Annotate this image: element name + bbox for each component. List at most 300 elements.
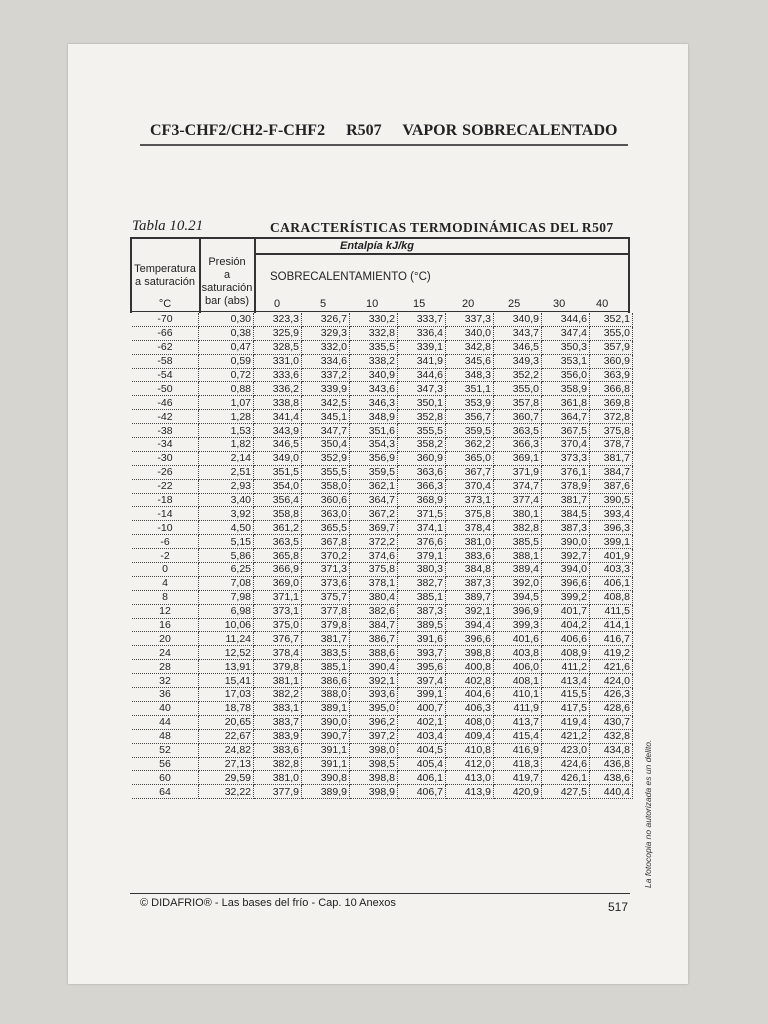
sobrecalentamiento-label: SOBRECALENTAMIENTO (°C) (270, 271, 431, 283)
table-row (132, 701, 633, 715)
enthalpy-cell: 333,6 (254, 368, 302, 382)
enthalpy-cell: 337,2 (302, 368, 350, 382)
enthalpy-cell: 385,5 (494, 535, 542, 549)
enthalpy-cell: 370,4 (542, 438, 590, 452)
enthalpy-cell: 393,4 (590, 507, 633, 521)
enthalpy-cell: 391,1 (302, 757, 350, 771)
enthalpy-cell: 366,9 (254, 563, 302, 577)
enthalpy-cell: 356,9 (350, 451, 398, 465)
table-row (132, 576, 633, 590)
enthalpy-cell: 350,4 (302, 438, 350, 452)
enthalpy-cell: 365,0 (446, 451, 494, 465)
enthalpy-cell: 340,9 (350, 368, 398, 382)
enthalpy-cell: 406,0 (494, 660, 542, 674)
enthalpy-cell: 381,7 (542, 493, 590, 507)
header-formula: CF3-CHF2/CH2-F-CHF2 (150, 122, 326, 139)
enthalpy-cell: 366,3 (398, 479, 446, 493)
enthalpy-cell: 406,7 (398, 785, 446, 799)
enthalpy-cell: 396,9 (494, 604, 542, 618)
enthalpy-cell: 369,7 (350, 521, 398, 535)
temp-cell: 52 (132, 743, 199, 757)
enthalpy-cell: 388,6 (350, 646, 398, 660)
col-pres-header (200, 256, 254, 308)
temp-cell: -46 (132, 396, 199, 410)
enthalpy-cell: 375,0 (254, 618, 302, 632)
enthalpy-cell: 395,6 (398, 660, 446, 674)
enthalpy-cell: 396,3 (590, 521, 633, 535)
enthalpy-cell: 390,0 (542, 535, 590, 549)
enthalpy-cell: 366,3 (494, 438, 542, 452)
enthalpy-cell: 375,8 (446, 507, 494, 521)
superheat-tick: 5 (320, 298, 327, 310)
enthalpy-cell: 381,0 (446, 535, 494, 549)
table-row (132, 451, 633, 465)
enthalpy-cell: 424,0 (590, 674, 633, 688)
enthalpy-cell: 406,1 (398, 771, 446, 785)
temp-cell: 40 (132, 701, 199, 715)
pressure-cell: 1,07 (199, 396, 254, 410)
enthalpy-cell: 329,3 (302, 326, 350, 340)
enthalpy-cell: 392,0 (494, 576, 542, 590)
enthalpy-cell: 344,6 (542, 313, 590, 326)
enthalpy-cell: 395,0 (350, 701, 398, 715)
entalpia-rule (254, 253, 629, 255)
enthalpy-cell: 411,2 (542, 660, 590, 674)
enthalpy-cell: 346,5 (254, 438, 302, 452)
temp-cell: -58 (132, 354, 199, 368)
pressure-cell: 3,40 (199, 493, 254, 507)
col-temp-unit: °C (158, 298, 172, 310)
enthalpy-cell: 388,1 (494, 549, 542, 563)
enthalpy-cell: 418,3 (494, 757, 542, 771)
pressure-cell: 32,22 (199, 785, 254, 799)
enthalpy-cell: 382,7 (398, 576, 446, 590)
enthalpy-cell: 370,4 (446, 479, 494, 493)
table-row (132, 382, 633, 396)
enthalpy-cell: 374,6 (350, 549, 398, 563)
enthalpy-cell: 417,5 (542, 701, 590, 715)
enthalpy-cell: 387,3 (398, 604, 446, 618)
enthalpy-cell: 360,7 (494, 410, 542, 424)
enthalpy-cell: 383,5 (302, 646, 350, 660)
enthalpy-cell: 335,5 (350, 340, 398, 354)
pressure-cell: 5,15 (199, 535, 254, 549)
temp-cell: 24 (132, 646, 199, 660)
temp-cell: -38 (132, 424, 199, 438)
enthalpy-cell: 347,3 (398, 382, 446, 396)
table-row (132, 549, 633, 563)
enthalpy-cell: 380,1 (494, 507, 542, 521)
col-pres-line3: saturación (201, 282, 253, 294)
superheat-tick: 40 (596, 298, 609, 310)
enthalpy-cell: 436,8 (590, 757, 633, 771)
pressure-cell: 24,82 (199, 743, 254, 757)
enthalpy-cell: 382,8 (254, 757, 302, 771)
pressure-cell: 6,25 (199, 563, 254, 577)
temp-cell: -70 (132, 313, 199, 326)
table-row (132, 396, 633, 410)
pressure-cell: 2,93 (199, 479, 254, 493)
table-row (132, 521, 633, 535)
enthalpy-cell: 385,1 (302, 660, 350, 674)
footer-rule (130, 893, 630, 894)
enthalpy-cell: 378,4 (254, 646, 302, 660)
enthalpy-cell: 400,8 (446, 660, 494, 674)
enthalpy-cell: 393,6 (350, 688, 398, 702)
table-row (132, 743, 633, 757)
enthalpy-cell: 416,7 (590, 632, 633, 646)
pressure-cell: 13,91 (199, 660, 254, 674)
enthalpy-cell: 396,6 (542, 576, 590, 590)
temp-cell: -6 (132, 535, 199, 549)
enthalpy-cell: 352,1 (590, 313, 633, 326)
enthalpy-cell: 358,8 (254, 507, 302, 521)
col-temp-line2: a saturación (135, 276, 195, 288)
enthalpy-cell: 333,7 (398, 313, 446, 326)
pressure-cell: 18,78 (199, 701, 254, 715)
temp-cell: -54 (132, 368, 199, 382)
enthalpy-cell: 409,4 (446, 729, 494, 743)
enthalpy-cell: 402,8 (446, 674, 494, 688)
enthalpy-cell: 365,8 (254, 549, 302, 563)
enthalpy-cell: 385,1 (398, 590, 446, 604)
enthalpy-cell: 373,3 (542, 451, 590, 465)
header-rule (140, 144, 628, 146)
table-row (132, 438, 633, 452)
enthalpy-cell: 375,7 (302, 590, 350, 604)
enthalpy-cell: 382,2 (254, 688, 302, 702)
enthalpy-cell: 357,8 (494, 396, 542, 410)
enthalpy-cell: 375,8 (590, 424, 633, 438)
enthalpy-cell: 338,8 (254, 396, 302, 410)
temp-cell: 48 (132, 729, 199, 743)
temp-cell: -18 (132, 493, 199, 507)
table-row (132, 771, 633, 785)
enthalpy-cell: 408,9 (542, 646, 590, 660)
temp-cell: 64 (132, 785, 199, 799)
enthalpy-cell: 363,0 (302, 507, 350, 521)
enthalpy-cell: 346,3 (350, 396, 398, 410)
pressure-cell: 2,51 (199, 465, 254, 479)
temp-cell: 0 (132, 563, 199, 577)
enthalpy-cell: 332,8 (350, 326, 398, 340)
enthalpy-cell: 390,5 (590, 493, 633, 507)
enthalpy-cell: 334,6 (302, 354, 350, 368)
enthalpy-cell: 411,5 (590, 604, 633, 618)
enthalpy-cell: 398,9 (350, 785, 398, 799)
pressure-cell: 2,14 (199, 451, 254, 465)
enthalpy-cell: 355,5 (398, 424, 446, 438)
pressure-cell: 20,65 (199, 715, 254, 729)
enthalpy-cell: 351,6 (350, 424, 398, 438)
enthalpy-cell: 390,0 (302, 715, 350, 729)
enthalpy-cell: 406,1 (590, 576, 633, 590)
enthalpy-cell: 394,4 (446, 618, 494, 632)
enthalpy-cell: 377,4 (494, 493, 542, 507)
enthalpy-cell: 388,0 (302, 688, 350, 702)
enthalpy-cell: 387,3 (542, 521, 590, 535)
table-row (132, 354, 633, 368)
enthalpy-cell: 344,6 (398, 368, 446, 382)
enthalpy-cell: 387,6 (590, 479, 633, 493)
table-row (132, 604, 633, 618)
table-row (132, 313, 633, 326)
enthalpy-cell: 401,6 (494, 632, 542, 646)
enthalpy-cell: 323,3 (254, 313, 302, 326)
pressure-cell: 10,06 (199, 618, 254, 632)
enthalpy-cell: 381,0 (254, 771, 302, 785)
table-row (132, 493, 633, 507)
enthalpy-cell: 360,9 (590, 354, 633, 368)
enthalpy-cell: 363,9 (590, 368, 633, 382)
pressure-cell: 22,67 (199, 729, 254, 743)
enthalpy-cell: 390,4 (350, 660, 398, 674)
table-title: CARACTERÍSTICAS TERMODINÁMICAS DEL R507 (270, 220, 614, 235)
enthalpy-cell: 378,4 (446, 521, 494, 535)
page-header-title (150, 122, 630, 140)
enthalpy-cell: 343,6 (350, 382, 398, 396)
enthalpy-cell: 364,7 (542, 410, 590, 424)
temp-cell: 8 (132, 590, 199, 604)
col-temp-line1: Temperatura (134, 263, 196, 275)
footer-source: © DIDAFRIO® - Las bases del frío - Cap. 10 Anexos (140, 897, 396, 909)
enthalpy-cell: 408,8 (590, 590, 633, 604)
enthalpy-cell: 391,1 (302, 743, 350, 757)
pressure-cell: 6,98 (199, 604, 254, 618)
enthalpy-cell: 386,7 (350, 632, 398, 646)
enthalpy-cell: 347,4 (542, 326, 590, 340)
enthalpy-cell: 361,8 (542, 396, 590, 410)
enthalpy-cell: 389,9 (302, 785, 350, 799)
enthalpy-cell: 343,9 (254, 424, 302, 438)
pressure-cell: 7,98 (199, 590, 254, 604)
temp-cell: -62 (132, 340, 199, 354)
enthalpy-cell: 413,4 (542, 674, 590, 688)
table-label: Tabla 10.21 (132, 218, 204, 234)
enthalpy-cell: 390,7 (302, 729, 350, 743)
enthalpy-cell: 328,5 (254, 340, 302, 354)
table-row (132, 340, 633, 354)
enthalpy-cell: 356,0 (542, 368, 590, 382)
enthalpy-cell: 384,5 (542, 507, 590, 521)
header-title: VAPOR SOBRECALENTADO (402, 122, 618, 139)
superheat-tick: 20 (462, 298, 475, 310)
enthalpy-cell: 341,9 (398, 354, 446, 368)
enthalpy-cell: 355,0 (590, 326, 633, 340)
enthalpy-cell: 392,7 (542, 549, 590, 563)
enthalpy-cell: 377,8 (302, 604, 350, 618)
enthalpy-cell: 389,4 (494, 563, 542, 577)
temp-cell: 16 (132, 618, 199, 632)
enthalpy-cell: 373,1 (446, 493, 494, 507)
enthalpy-cell: 326,7 (302, 313, 350, 326)
enthalpy-cell: 396,6 (446, 632, 494, 646)
enthalpy-cell: 369,0 (254, 576, 302, 590)
enthalpy-cell: 347,7 (302, 424, 350, 438)
enthalpy-cell: 376,1 (542, 465, 590, 479)
enthalpy-cell: 372,2 (350, 535, 398, 549)
temp-cell: -42 (132, 410, 199, 424)
enthalpy-cell: 358,9 (542, 382, 590, 396)
enthalpy-cell: 432,8 (590, 729, 633, 743)
pressure-cell: 1,28 (199, 410, 254, 424)
enthalpy-cell: 426,3 (590, 688, 633, 702)
enthalpy-cell: 411,9 (494, 701, 542, 715)
pressure-cell: 29,59 (199, 771, 254, 785)
enthalpy-cell: 340,0 (446, 326, 494, 340)
enthalpy-cell: 368,9 (398, 493, 446, 507)
temp-cell: 12 (132, 604, 199, 618)
enthalpy-cell: 394,0 (542, 563, 590, 577)
pressure-cell: 27,13 (199, 757, 254, 771)
enthalpy-cell: 404,5 (398, 743, 446, 757)
enthalpy-cell: 369,8 (590, 396, 633, 410)
table-row (132, 563, 633, 577)
enthalpy-cell: 421,6 (590, 660, 633, 674)
enthalpy-cell: 371,9 (494, 465, 542, 479)
temp-cell: -10 (132, 521, 199, 535)
enthalpy-cell: 338,2 (350, 354, 398, 368)
pressure-cell: 12,52 (199, 646, 254, 660)
pressure-cell: 0,30 (199, 313, 254, 326)
table-row (132, 507, 633, 521)
enthalpy-cell: 357,9 (590, 340, 633, 354)
enthalpy-cell: 363,5 (254, 535, 302, 549)
enthalpy-cell: 399,1 (398, 688, 446, 702)
pressure-cell: 1,82 (199, 438, 254, 452)
enthalpy-cell: 370,2 (302, 549, 350, 563)
enthalpy-cell: 339,9 (302, 382, 350, 396)
enthalpy-cell: 354,3 (350, 438, 398, 452)
enthalpy-cell: 348,3 (446, 368, 494, 382)
enthalpy-cell: 424,6 (542, 757, 590, 771)
superheat-tick: 30 (553, 298, 566, 310)
enthalpy-cell: 403,3 (590, 563, 633, 577)
enthalpy-cell: 383,6 (254, 743, 302, 757)
enthalpy-cell: 378,9 (542, 479, 590, 493)
enthalpy-cell: 406,6 (542, 632, 590, 646)
enthalpy-cell: 352,8 (398, 410, 446, 424)
enthalpy-cell: 389,5 (398, 618, 446, 632)
enthalpy-cell: 399,2 (542, 590, 590, 604)
temp-cell: -50 (132, 382, 199, 396)
enthalpy-cell: 384,8 (446, 563, 494, 577)
enthalpy-cell: 384,7 (350, 618, 398, 632)
enthalpy-cell: 353,9 (446, 396, 494, 410)
table-row (132, 674, 633, 688)
pressure-cell: 0,88 (199, 382, 254, 396)
col-pres-line2: a (223, 269, 231, 281)
enthalpy-cell: 440,4 (590, 785, 633, 799)
temp-cell: 60 (132, 771, 199, 785)
pressure-cell: 1,53 (199, 424, 254, 438)
enthalpy-cell: 367,5 (542, 424, 590, 438)
enthalpy-cell: 349,0 (254, 451, 302, 465)
enthalpy-cell: 361,2 (254, 521, 302, 535)
entalpia-header: Entalpía kJ/kg (340, 240, 414, 252)
enthalpy-cell: 348,9 (350, 410, 398, 424)
enthalpy-cell: 353,1 (542, 354, 590, 368)
enthalpy-cell: 376,7 (254, 632, 302, 646)
col-temp-header (132, 263, 198, 289)
table-row (132, 326, 633, 340)
enthalpy-cell: 339,1 (398, 340, 446, 354)
enthalpy-cell: 416,9 (494, 743, 542, 757)
enthalpy-cell: 336,2 (254, 382, 302, 396)
enthalpy-cell: 375,8 (350, 563, 398, 577)
enthalpy-cell: 396,2 (350, 715, 398, 729)
temp-cell: 36 (132, 688, 199, 702)
enthalpy-cell: 408,0 (446, 715, 494, 729)
enthalpy-cell: 351,1 (446, 382, 494, 396)
table-row (132, 715, 633, 729)
header-divider (254, 237, 256, 313)
enthalpy-cell: 374,7 (494, 479, 542, 493)
enthalpy-cell: 363,5 (494, 424, 542, 438)
enthalpy-cell: 383,7 (254, 715, 302, 729)
enthalpy-cell: 350,1 (398, 396, 446, 410)
temp-cell: 56 (132, 757, 199, 771)
superheat-tick: 10 (366, 298, 379, 310)
enthalpy-cell: 400,7 (398, 701, 446, 715)
temp-cell: -34 (132, 438, 199, 452)
table-row (132, 618, 633, 632)
enthalpy-cell: 393,7 (398, 646, 446, 660)
enthalpy-cell: 378,1 (350, 576, 398, 590)
table-row (132, 410, 633, 424)
pressure-cell: 4,50 (199, 521, 254, 535)
enthalpy-cell: 398,8 (446, 646, 494, 660)
enthalpy-cell: 354,0 (254, 479, 302, 493)
enthalpy-cell: 383,6 (446, 549, 494, 563)
temp-cell: 32 (132, 674, 199, 688)
enthalpy-cell: 380,3 (398, 563, 446, 577)
enthalpy-cell: 419,2 (590, 646, 633, 660)
enthalpy-cell: 392,1 (446, 604, 494, 618)
table-row (132, 785, 633, 799)
pressure-cell: 0,47 (199, 340, 254, 354)
enthalpy-cell: 389,7 (446, 590, 494, 604)
header-refrigerant: R507 (346, 122, 382, 139)
table-row (132, 368, 633, 382)
superheat-tick: 25 (508, 298, 521, 310)
enthalpy-cell: 426,1 (542, 771, 590, 785)
enthalpy-cell: 366,8 (590, 382, 633, 396)
enthalpy-cell: 428,6 (590, 701, 633, 715)
enthalpy-cell: 371,3 (302, 563, 350, 577)
enthalpy-cell: 325,9 (254, 326, 302, 340)
temp-cell: 20 (132, 632, 199, 646)
enthalpy-cell: 340,9 (494, 313, 542, 326)
table-row (132, 729, 633, 743)
enthalpy-cell: 330,2 (350, 313, 398, 326)
pressure-cell: 7,08 (199, 576, 254, 590)
enthalpy-cell: 380,4 (350, 590, 398, 604)
enthalpy-cell: 355,5 (302, 465, 350, 479)
enthalpy-cell: 363,6 (398, 465, 446, 479)
table-row (132, 688, 633, 702)
temp-cell: -26 (132, 465, 199, 479)
pressure-cell: 3,92 (199, 507, 254, 521)
enthalpy-cell: 415,4 (494, 729, 542, 743)
enthalpy-cell: 356,7 (446, 410, 494, 424)
enthalpy-cell: 412,0 (446, 757, 494, 771)
enthalpy-cell: 373,6 (302, 576, 350, 590)
enthalpy-cell: 397,4 (398, 674, 446, 688)
enthalpy-cell: 341,4 (254, 410, 302, 424)
enthalpy-cell: 397,2 (350, 729, 398, 743)
enthalpy-cell: 356,4 (254, 493, 302, 507)
